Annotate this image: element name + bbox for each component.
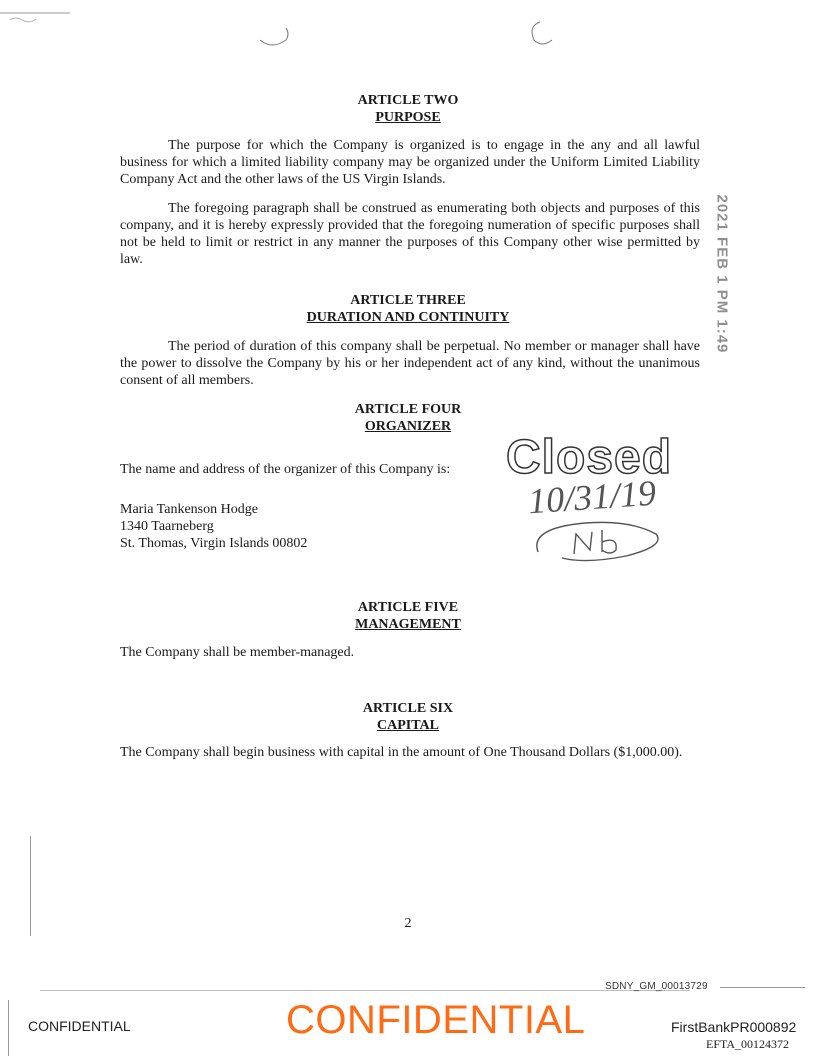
article-six-text: The Company shall begin business with capital in the amount of One Thousand Dollars ($1,000.00). [120,745,683,760]
article-five-text: The Company shall be member-managed. [120,645,355,660]
received-date-stamp [650,194,800,354]
closed-stamp-date: 10/31/19 [526,472,658,522]
article-three-paragraph: The period of duration of this company shall be perpetual. No member or manager shall have the power to dissolve the Company by his or her independent act of any kind, without the unanimous consent of all members. [120,339,700,388]
article-three-title: ARTICLE THREE [350,293,466,308]
bates-number: FirstBankPR000892 [671,1019,797,1035]
scan-margin-line-long [8,1000,9,1056]
article-five-title: ARTICLE FIVE [357,600,459,615]
closed-stamp [506,430,686,570]
article-four-heading [0,401,816,435]
received-stamp-text: 2021 FEB 1 PM 1:49 [713,194,731,354]
article-four-subtitle: ORGANIZER [364,419,452,434]
article-six-heading [0,700,816,734]
article-five-subtitle: MANAGEMENT [355,617,461,632]
organizer-name: Maria Tankenson Hodge [120,502,258,517]
article-three-subtitle: DURATION AND CONTINUITY [306,310,510,325]
article-six-title: ARTICLE SIX [362,701,454,716]
closed-stamp-initials-mark [506,516,686,576]
page-number: 2 [404,916,412,931]
efta-number: EFTA_00124372 [706,1037,790,1051]
article-four-title: ARTICLE FOUR [354,402,462,417]
confidential-label-small: CONFIDENTIAL [28,1018,131,1034]
article-five-heading [0,599,816,633]
organizer-intro: The name and address of the organizer of this Company is: [120,462,451,477]
organizer-street: 1340 Taarneberg [120,519,214,534]
closed-stamp-word: Closed [506,431,673,484]
footer-rule [40,990,690,991]
article-two-title: ARTICLE TWO [357,93,459,108]
article-two-paragraph-1: The purpose for which the Company is organized is to engage in the any and all lawful business for which a limited liability company may be organized under the Uniform Limited Liability Company Act and the other laws of the US Virgin Islands. [120,138,700,187]
sdny-document-id: SDNY_GM_00013729 [605,981,708,992]
scan-artifact-marks [0,0,816,60]
article-two-heading [0,92,816,126]
confidential-watermark: CONFIDENTIAL [286,998,586,1042]
article-two-paragraph-2: The foregoing paragraph shall be construed as enumerating both objects and purposes of this company, and it is hereby expressly provided that the foregoing numeration of specific purposes shall not be held to limit or restrict in any manner the purposes of this Company other wise permitted by law. [120,201,700,267]
sdny-rule [720,987,805,988]
article-six-subtitle: CAPITAL [377,718,439,733]
organizer-city: St. Thomas, Virgin Islands 00802 [120,536,308,551]
article-two-subtitle: PURPOSE [375,110,441,125]
